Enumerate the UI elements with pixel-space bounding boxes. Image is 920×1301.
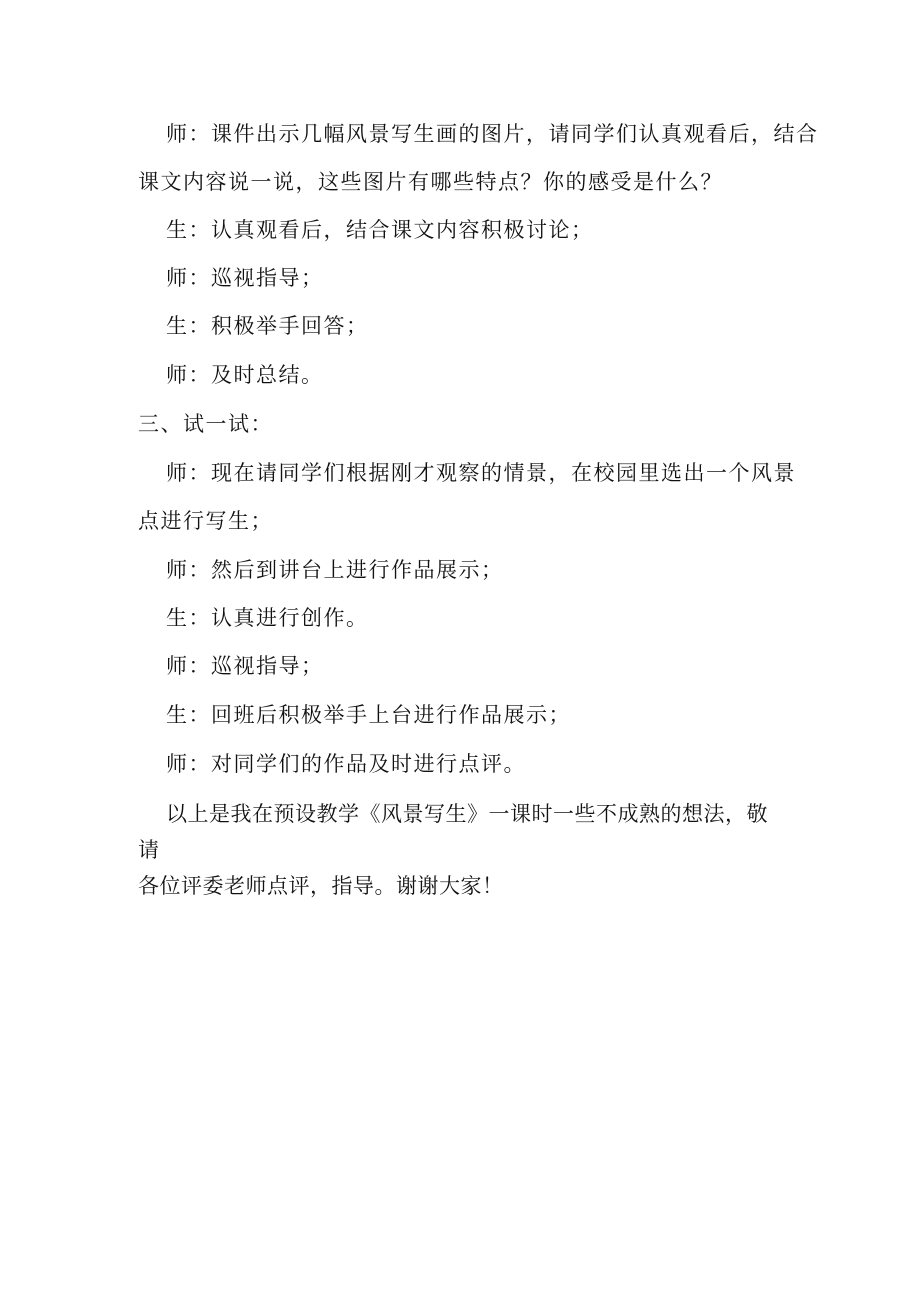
paragraph-line: 师：现在请同学们根据刚才观察的情景，在校园里选出一个风景 [166,461,796,485]
paragraph-teacher-review: 师：对同学们的作品及时进行点评。 [166,752,526,776]
paragraph-line: 以上是我在预设教学《风景写生》一课时一些不成熟的想法，敬请 [138,802,768,862]
paragraph-line: 各位评委老师点评，指导。谢谢大家！ [138,874,504,898]
paragraph-line: 师：课件出示几幅风景写生画的图片，请同学们认真观看后，结合 [166,122,819,146]
section-heading-try: 三、试一试： [138,412,273,436]
paragraph-teacher-sketch-task [138,449,796,545]
paragraph-teacher-display: 师：然后到讲台上进行作品展示； [166,558,504,582]
paragraph-teacher-guide-2: 师：巡视指导； [166,654,324,678]
paragraph-line: 课文内容说一说，这些图片有哪些特点？你的感受是什么？ [138,170,723,194]
paragraph-teacher-summary: 师：及时总结。 [166,363,324,387]
paragraph-student-answer: 生：积极举手回答； [166,314,369,338]
paragraph-closing [138,796,788,904]
paragraph-line: 点进行写生； [138,509,273,533]
paragraph-student-create: 生：认真进行创作。 [166,606,369,630]
paragraph-student-present: 生：回班后积极举手上台进行作品展示； [166,703,571,727]
paragraph-teacher-show-pictures [138,110,819,206]
paragraph-teacher-guide: 师：巡视指导； [166,266,324,290]
paragraph-student-discuss: 生：认真观看后，结合课文内容积极讨论； [166,218,594,242]
